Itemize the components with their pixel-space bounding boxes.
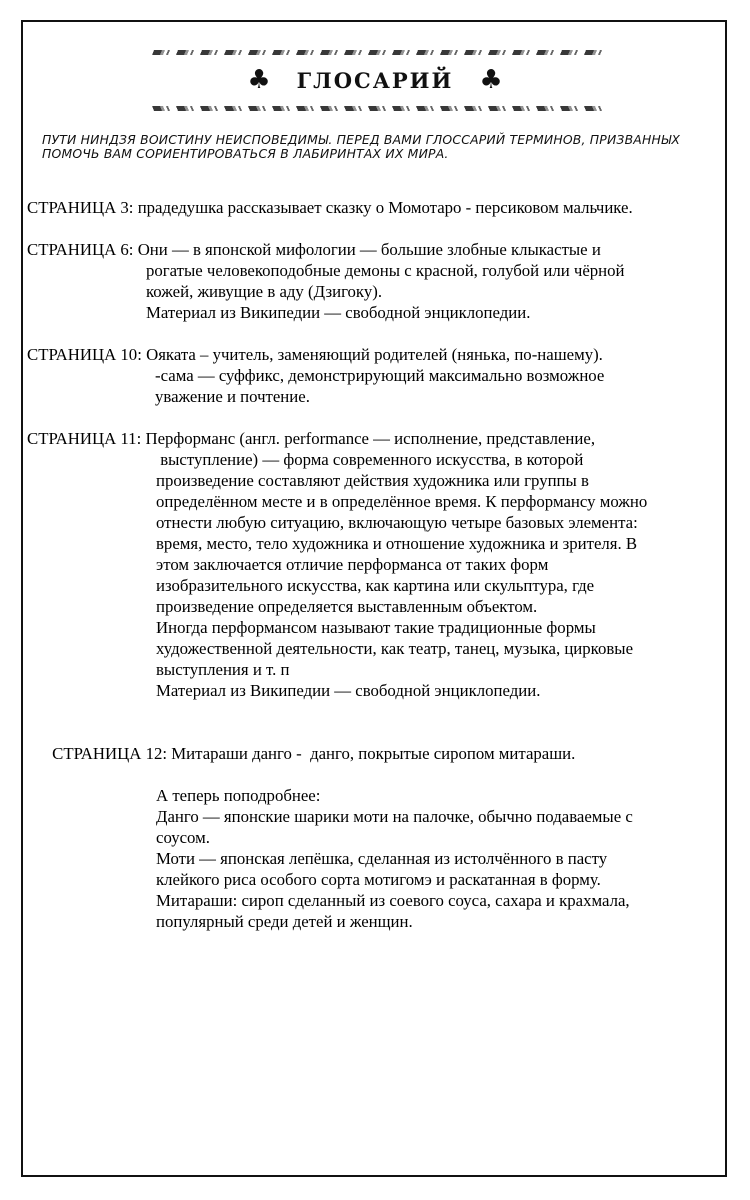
entry-line: кожей, живущие в аду (Дзигоку).	[146, 282, 383, 301]
entry-line: Они — в японской мифологии — большие злобные клыкастые и	[137, 240, 601, 259]
entry-line: изобразительного искусства, как картина или скульптура, где	[156, 576, 595, 595]
entry-page-label: СТРАНИЦА 12:	[52, 744, 168, 763]
entry-line: художественной деятельности, как театр, танец, музыка, цирковые	[156, 639, 634, 658]
entry-line: Ояката – учитель, заменяющий родителей (нянька, по-нашему).	[146, 345, 603, 364]
intro-text: ПУТИ НИНДЗЯ ВОИСТИНУ НЕИСПОВЕДИМЫ. ПЕРЕД ВАМИ ГЛОССАРИЙ ТЕРМИНОВ, ПРИЗВАННЫХ ПОМОЧЬ ВАМ СОРИЕНТИРОВАТЬСЯ В ЛАБИРИНТАХ ИХ МИРА.	[42, 132, 681, 161]
entry-line: уважение и почтение.	[155, 387, 310, 406]
glossary-header	[0, 62, 750, 98]
glossary-entries	[27, 197, 727, 953]
glossary-entry-page-11	[27, 428, 727, 701]
entry-page-label: СТРАНИЦА 3:	[27, 198, 134, 217]
entry-line: Моти — японская лепёшка, сделанная из истолчённого в пасту	[156, 849, 608, 868]
glossary-entry-page-3	[27, 197, 727, 218]
entry-line: рогатые человекоподобные демоны с красной, голубой или чёрной	[146, 261, 625, 280]
entry-line: Материал из Википедии — свободной энциклопедии.	[146, 303, 531, 322]
glossary-entry-page-12	[27, 722, 727, 932]
entry-page-label: СТРАНИЦА 10:	[27, 345, 142, 364]
entry-line: выступления и т. п	[156, 660, 290, 679]
entry-line: Материал из Википедии — свободной энциклопедии.	[156, 681, 541, 700]
entry-line: время, место, тело художника и отношение художника и зрителя. В	[156, 534, 638, 553]
entry-line: Перформанс (англ. performance — исполнение, представление,	[145, 429, 596, 448]
entry-line: Митараши: сироп сделанный из соевого соуса, сахара и крахмала,	[156, 891, 630, 910]
entry-line: -сама — суффикс, демонстрирующий максимально возможное	[155, 366, 605, 385]
glossary-title: ГЛОСАРИЙ	[296, 67, 454, 93]
entry-line: произведение составляют действия художника или группы в	[156, 471, 589, 490]
entry-line: соусом.	[156, 828, 210, 847]
entry-line: популярный среди детей и женщин.	[156, 912, 413, 931]
entry-line: клейкого риса особого сорта мотигомэ и раскатанная в форму.	[156, 870, 601, 889]
entry-line: этом заключается отличие перформанса от таких форм	[156, 555, 549, 574]
entry-line: Данго — японские шарики моти на палочке, обычно подаваемые с	[156, 807, 633, 826]
entry-line: Иногда перформансом называют такие традиционные формы	[156, 618, 596, 637]
ornamental-rule-top	[152, 50, 608, 55]
ornamental-rule-bottom	[152, 106, 608, 111]
club-suit-icon: ♣	[479, 65, 503, 95]
glossary-entry-page-6	[27, 239, 727, 323]
entry-page-label: СТРАНИЦА 6:	[27, 240, 134, 259]
club-suit-icon: ♣	[247, 65, 271, 95]
entry-line: А теперь поподробнее:	[156, 786, 321, 805]
glossary-entry-page-10	[27, 344, 727, 407]
entry-line: прадедушка рассказывает сказку о Момотаро - персиковом мальчике.	[137, 198, 633, 217]
entry-line: определённом месте и в определённое время. К перформансу можно	[156, 492, 648, 511]
entry-line: отнести любую ситуацию, включающую четыре базовых элемента:	[156, 513, 638, 532]
entry-line: произведение определяется выставленным объектом.	[156, 597, 538, 616]
entry-line: Митараши данго - данго, покрытые сиропом митараши.	[171, 744, 576, 763]
entry-page-label: СТРАНИЦА 11:	[27, 429, 142, 448]
entry-line: выступление) — форма современного искусства, в которой	[156, 450, 584, 469]
